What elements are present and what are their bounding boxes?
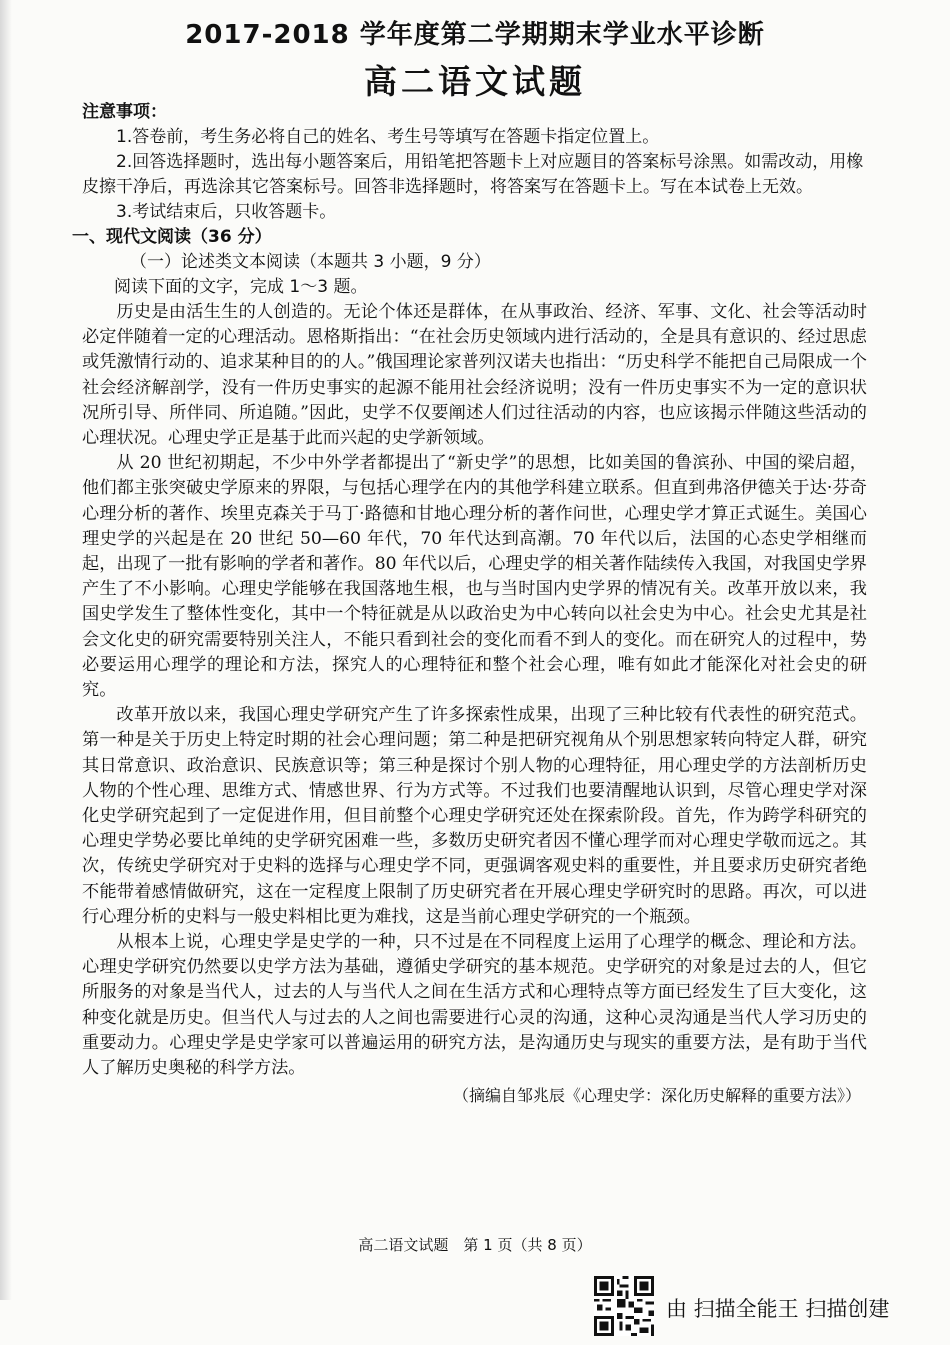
page-content (72, 100, 867, 1108)
scan-shadow (0, 0, 12, 1300)
notice-heading: 注意事项： (82, 102, 167, 122)
notice-item: 3.考试结束后，只收答题卡。 (116, 202, 337, 222)
qr-code-icon (594, 1276, 654, 1336)
exam-title: 2017-2018 学年度第二学期期末学业水平诊断 (185, 20, 765, 50)
article-paragraph: 从根本上说，心理史学是史学的一种，只不过是在不同程度上运用了心理学的概念、理论和方法。心理史学研究仍然要以史学方法为基础，遵循史学研究的基本规范。史学研究的对象是过去的人，但它所服务的对象是当代人，过去的人与当代人之间在生活方式和心理特点等方面已经发生了巨大变化，这种变化就是历史。但当代人与过去的人之间也需要进行心灵的沟通，这种心灵沟通是当代人学习历史的重要动力。心理史学是史学家可以普遍运用的研究方法，是沟通历史与现实的重要方法，是有助于当代人了解历史奥秘的科学方法。 (82, 932, 867, 1079)
notice-item: 2.回答选择题时，选出每小题答案后，用铅笔把答题卡上对应题目的答案标号涂黑。如需改动，用橡皮擦干净后，再选涂其它答案标号。回答非选择题时，将答案写在答题卡上。写在本试卷上无效。 (82, 152, 864, 197)
scanner-watermark: 由 扫描全能王 扫描创建 (666, 1297, 890, 1321)
article-paragraph: 从 20 世纪初期起，不少中外学者都提出了“新史学”的思想，比如美国的鲁滨孙、中国的梁启超，他们都主张突破史学原来的界限，与包括心理学在内的其他学科建立联系。但直到弗洛伊德关于达·芬奇心理分析的著作、埃里克森关于马丁·路德和甘地心理分析的著作问世，心理史学才算正式诞生。美国心理史学的兴起是在 20 世纪 50—60 年代，70 年代达到高潮。70 年代以后，法国的心态史学相继而起，出现了一批有影响的学者和著作。80 年代以后，心理史学的相关著作陆续传入我国，对我国史学界产生了不小影响。心理史学能够在我国落地生根，也与当时国内史学界的情况有关。改革开放以来，我国史学发生了整体性变化，其中一个特征就是从以政治史为中心转向以社会史为中心。社会史尤其是社会文化史的研究需要特别关注人，不能只看到社会的变化而看不到人的变化。而在研究人的过程中，势必要运用心理学的理论和方法，探究人的心理特征和整个社会心理，唯有如此才能深化对社会史的研究。 (82, 453, 867, 701)
subject-title: 高二语文试题 (364, 62, 586, 101)
notice-item: 1.答卷前，考生务必将自己的姓名、考生号等填写在答题卡指定位置上。 (116, 127, 660, 147)
section-heading: 一、现代文阅读（36 分） (72, 227, 272, 247)
sub-section-heading: （一）论述类文本阅读（本题共 3 小题，9 分） (130, 252, 491, 272)
article-source: （摘编自邹兆辰《心理史学：深化历史解释的重要方法》） (452, 1086, 861, 1106)
article-paragraph: 改革开放以来，我国心理史学研究产生了许多探索性成果，出现了三种比较有代表性的研究范式。第一种是关于历史上特定时期的社会心理问题；第二种是把研究视角从个别思想家转向特定人群，研究其日常意识、政治意识、民族意识等；第三种是探讨个别人物的心理特征，用心理史学的方法剖析历史人物的个性心理、思维方式、情感世界、行为方式等。不过我们也要清醒地认识到，尽管心理史学对深化史学研究起到了一定促进作用，但目前整个心理史学研究还处在探索阶段。首先，作为跨学科研究的心理史学势必要比单纯的史学研究困难一些，多数历史研究者因不懂心理学而对心理史学敬而远之。其次，传统史学研究对于史料的选择与心理史学不同，更强调客观史料的重要性，并且要求历史研究者绝不能带着感情做研究，这在一定程度上限制了历史研究者在开展心理史学研究时的思路。再次，可以进行心理分析的史料与一般史料相比更为难找，这是当前心理史学研究的一个瓶颈。 (82, 705, 867, 927)
page-footer: 高二语文试题 第 1 页（共 8 页） (358, 1236, 592, 1254)
reading-instruction: 阅读下面的文字，完成 1～3 题。 (114, 277, 368, 297)
article-paragraph: 历史是由活生生的人创造的。无论个体还是群体，在从事政治、经济、军事、文化、社会等活动时必定伴随着一定的心理活动。恩格斯指出：“在社会历史领域内进行活动的，全是具有意识的、经过思虑或凭激情行动的、追求某种目的的人。”俄国理论家普列汉诺夫也指出：“历史科学不能把自己局限成一个社会经济解剖学，没有一件历史事实的起源不能用社会经济说明；没有一件历史事实不为一定的意识状况所引导、所伴同、所追随。”因此，史学不仅要阐述人们过往活动的内容，也应该揭示伴随这些活动的心理状况。心理史学正是基于此而兴起的史学新领域。 (82, 302, 867, 449)
